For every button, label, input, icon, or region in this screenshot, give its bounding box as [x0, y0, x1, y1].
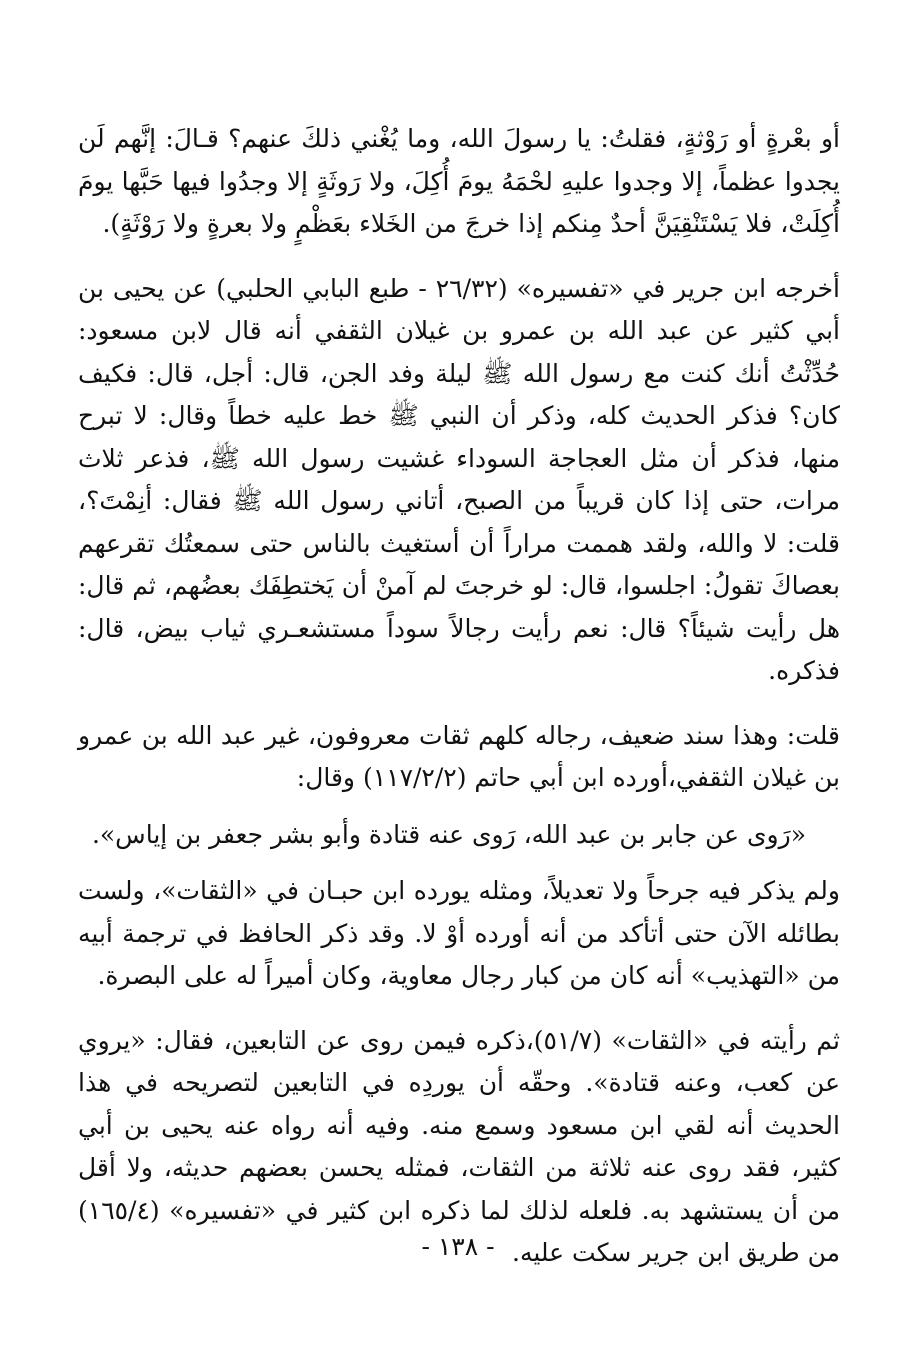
page-number: - ١٣٨ -: [421, 1232, 495, 1261]
paragraph-ibn-abi-hatim-quote: «رَوى عن جابر بن عبد الله، رَوى عنه قتادة وأبو بشر جعفر بن إياس».: [91, 819, 806, 849]
paragraph-ibn-jarir-narration: أخرجه ابن جرير في «تفسيره» (٢٦/٣٢ - طبع البابي الحلبي) عن يحيى بن أبي كثير عن عبد الله بن عمرو بن غيلان الثقفي أنه قال لابن مسعود: حُدِّثْتُ أنك كنت مع رسول الله ﷺ ليلة وفد الجن، قال: أجل، قال: فكيف كان؟ فذكر الحديث كله، وذكر أن النبي ﷺ خط عليه خطاً وقال: لا تبرح منها، فذكر أن مثل العجاجة السوداء غشيت رسول الله ﷺ، فذعر ثلاث مرات، حتى إذا كان قريباً من الصبح، أتاني رسول الله ﷺ فقال: أنِمْتَ؟، قلت: لا والله، ولقد هممت مراراً أن أستغيث بالناس حتى سمعتُك تقرعهم بعصاكَ تقولُ: اجلسوا، قال: لو خرجتَ لم آمنْ أن يَختطِفَك بعضُهم، ثم قال: هل رأيت شيئاً؟ قال: نعم رأيت رجالاً سوداً مستشعـري ثياب بيض، قال: فذكره.: [78, 273, 840, 685]
paragraph-thiqat-conclusion: ثم رأيته في «الثقات» (٥١/٧)،ذكره فيمن روى عن التابعين، فقال: «يروي عن كعب، وعنه قتادة». وحقّه أن يوردِه في التابعين لتصريحه في هذا الحديث أنه لقي ابن مسعود وسمع منه. وفيه أنه رواه عنه يحيى بن أبي كثير، فقد روى عنه ثلاثة من الثقات، فمثله يحسن بعضهم حديثه، ولا أقل من أن يستشهد به. فلعله لذلك لما ذكره ابن كثير في «تفسيره» (١٦٥/٤) من طريق ابن جرير سكت عليه.: [78, 1025, 840, 1267]
paragraph-no-jarh-tadil: ولم يذكر فيه جرحاً ولا تعديلاً، ومثله يورده ابن حبـان في «الثقات»، ولست بطائله الآن حتى أتأكد من أنه أورده أوْ لا. وقد ذكر الحافظ في ترجمة أبيه من «التهذيب» أنه كان من كبار رجال معاوية، وكان أميراً له على البصرة.: [78, 876, 840, 990]
paragraph-chain-assessment: قلت: وهذا سند ضعيف، رجاله كلهم ثقات معروفون، غير عبد الله بن عمرو بن غيلان الثقفي،أورده ابن أبي حاتم (١١٧/٢/٢) وقال:: [78, 720, 840, 792]
page-body: [78, 118, 840, 1275]
paragraph-hadith-ending: أو بعْرةٍ أو رَوْثةٍ، فقلتُ: يا رسولَ الله، وما يُغْني ذلكَ عنهم؟ قـالَ: إنَّهم لَن يجدوا عظماً، إلا وجدوا عليهِ لحْمَهُ يومَ أُكِلَ، ولا رَوثَةٍ إلا وجدُوا فيها حَبَّها يومَ أُكِلَتْ، فلا يَسْتَنْقِيَنَّ أحدٌ مِنكم إذا خرجَ من الخَلاء بعَظْمٍ ولا بعرةٍ ولا رَوْثَةٍ).: [78, 124, 840, 238]
